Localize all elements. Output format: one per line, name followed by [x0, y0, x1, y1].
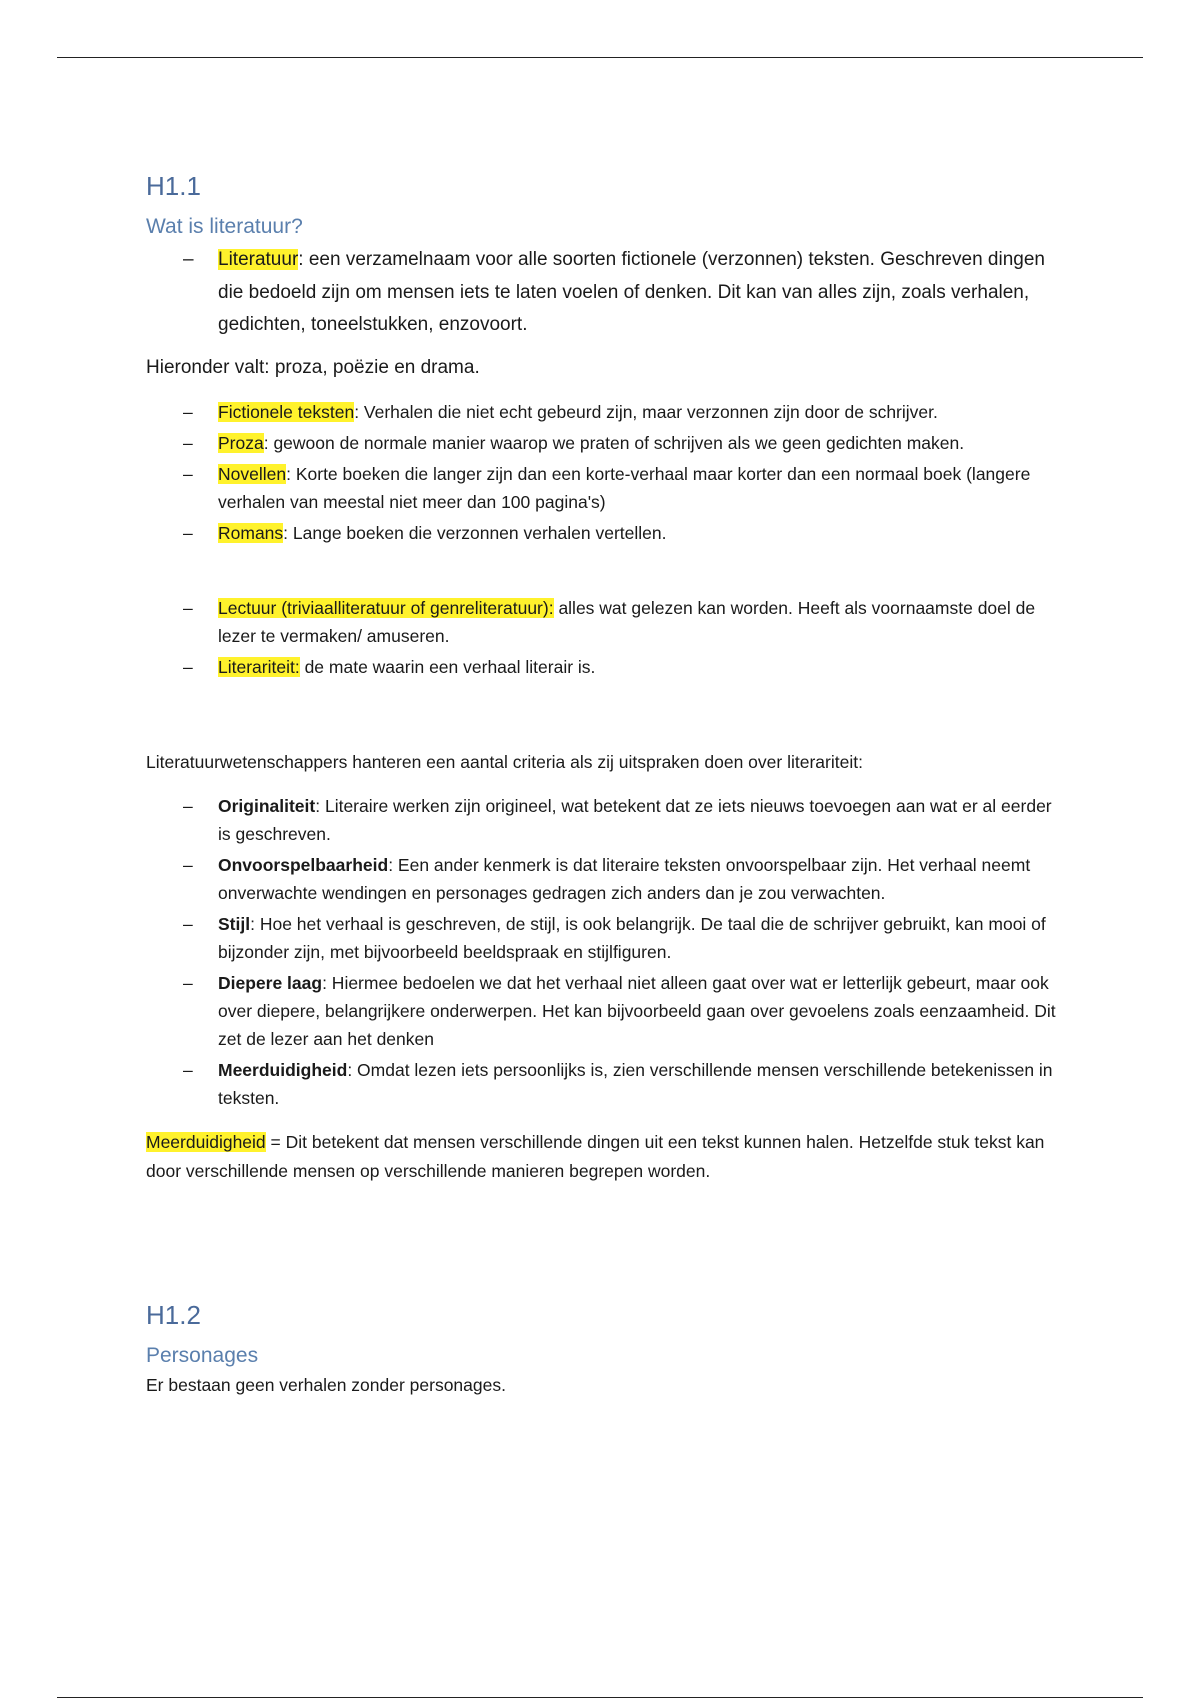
paragraph-hieronder: Hieronder valt: proza, poëzie en drama. — [146, 356, 480, 378]
list-item — [183, 398, 1066, 426]
highlighted-term: Meerduidigheid — [146, 1131, 266, 1152]
item-text: : Literaire werken zijn origineel, wat betekent dat ze iets nieuws toevoegen aan wat er al eerder is geschreven. — [218, 795, 1052, 844]
item-text: : Hiermee bedoelen we dat het verhaal niet alleen gaat over wat er letterlijk gebeurt, maar ook over diepere, belangrijkere onderwerpen. Het kan bijvoorbeeld gaan over gevoelens zoals eenzaamheid. Dit zet de lezer aan het denken — [218, 972, 1056, 1049]
lectuur-list — [146, 594, 1066, 681]
paragraph-definition — [146, 1128, 1066, 1186]
list-item — [183, 1056, 1066, 1112]
item-text: : gewoon de normale manier waarop we praten of schrijven als we geen gedichten maken. — [263, 432, 965, 453]
highlighted-term: Lectuur (triviaalliteratuur of genreliteratuur): — [218, 597, 554, 618]
footer-rule — [57, 1697, 1143, 1698]
item-text: : Verhalen die niet echt gebeurd zijn, maar verzonnen zijn door de schrijver. — [354, 401, 938, 422]
list-item — [183, 519, 1066, 547]
list-dash: – — [183, 913, 193, 934]
item-text: de mate waarin een verhaal literair is. — [299, 656, 596, 677]
paragraph-criteria-intro: Literatuurwetenschappers hanteren een aantal criteria als zij uitspraken doen over literariteit: — [146, 751, 863, 772]
list-item — [183, 910, 1066, 966]
highlighted-term: Proza — [218, 432, 264, 453]
bold-term: Stijl — [218, 913, 251, 934]
item-text: : Hoe het verhaal is geschreven, de stijl, is ook belangrijk. De taal die de schrijver gebruikt, kan mooi of bijzonder zijn, met bijvoorbeeld beeldspraak en stijlfiguren. — [218, 913, 1046, 962]
list-dash: – — [183, 432, 193, 453]
bold-term: Originaliteit — [218, 795, 316, 816]
highlighted-term: Fictionele teksten — [218, 401, 355, 422]
list-dash: – — [183, 972, 193, 993]
list-dash: – — [183, 401, 193, 422]
section-heading-h1-2: H1.2 — [146, 1299, 201, 1330]
item-text: : Een ander kenmerk is dat literaire teksten onvoorspelbaar zijn. Het verhaal neemt onverwachte wendingen en personages gedragen zich anders dan je zou verwachten. — [218, 854, 1031, 903]
bold-term: Onvoorspelbaarheid — [218, 854, 389, 875]
definition-text: = Dit betekent dat mensen verschillende dingen uit een tekst kunnen halen. Hetzelfde stuk tekst kan door verschillende mensen op verschillende manieren begrepen worden. — [146, 1131, 1045, 1181]
intro-list — [146, 244, 1066, 342]
list-item — [183, 460, 1066, 516]
list-dash: – — [183, 854, 193, 875]
document-body — [146, 168, 1066, 1400]
bold-term: Diepere laag — [218, 972, 323, 993]
paragraph-personages: Er bestaan geen verhalen zonder personages. — [146, 1374, 506, 1395]
list-dash: – — [183, 249, 194, 270]
section-subheading-wat-is-literatuur: Wat is literatuur? — [146, 215, 303, 238]
bold-term: Meerduidigheid — [218, 1059, 348, 1080]
list-dash: – — [183, 795, 193, 816]
list-dash: – — [183, 656, 193, 677]
list-item — [183, 969, 1066, 1053]
header-rule — [57, 57, 1143, 58]
item-text: : een verzamelnaam voor alle soorten fictionele (verzonnen) teksten. Geschreven dingen die bedoeld zijn om mensen iets te laten voelen of denken. Dit kan van alles zijn, zoals verhalen, gedichten, toneelstukken, enzovoort. — [218, 249, 1045, 335]
list-item — [183, 653, 1066, 681]
criteria-list — [146, 792, 1066, 1112]
item-text: : Omdat lezen iets persoonlijks is, zien verschillende mensen verschillende betekenissen in teksten. — [218, 1059, 1053, 1108]
section-heading-h1-1: H1.1 — [146, 171, 201, 201]
item-text: alles wat gelezen kan worden. Heeft als voornaamste doel de lezer te vermaken/ amuseren. — [218, 597, 1036, 646]
list-item — [183, 429, 1066, 457]
list-dash: – — [183, 597, 193, 618]
list-dash: – — [183, 522, 193, 543]
section-subheading-personages: Personages — [146, 1343, 259, 1367]
item-text: : Lange boeken die verzonnen verhalen vertellen. — [283, 522, 667, 543]
highlighted-term: Literatuur — [218, 249, 299, 270]
list-item — [183, 851, 1066, 907]
list-dash: – — [183, 1059, 193, 1080]
list-dash: – — [183, 463, 193, 484]
list-item — [183, 792, 1066, 848]
item-text: : Korte boeken die langer zijn dan een korte-verhaal maar korter dan een normaal boek (langere verhalen van meestal niet meer dan 100 pagina's) — [218, 463, 1031, 512]
highlighted-term: Novellen — [218, 463, 287, 484]
list-item — [183, 244, 1066, 342]
highlighted-term: Literariteit: — [218, 656, 300, 677]
highlighted-term: Romans — [218, 522, 284, 543]
types-list — [146, 398, 1066, 547]
list-item — [183, 594, 1066, 650]
